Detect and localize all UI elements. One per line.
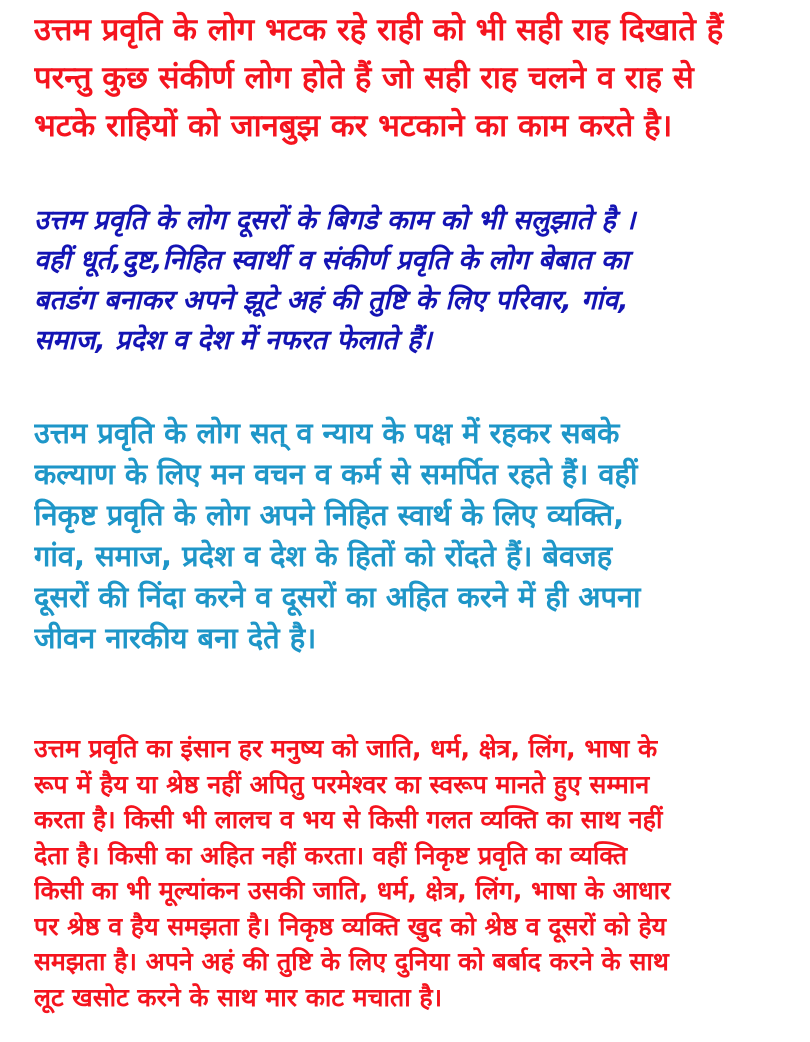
paragraph-3-line-4: गांव, समाज, प्रदेश व देश के हितों को रोंदते हैं। बेवजह xyxy=(34,539,613,573)
paragraph-2-line-3: बतडंग बनाकर अपने झूटे अहं की तुष्टि के लिए परिवार, गांव, xyxy=(34,285,629,316)
paragraph-4-line-6: पर श्रेष्ठ व हैय समझता है। निकृष्ठ व्यक्ति खुद को श्रेष्ठ व दूसरों को हेय xyxy=(34,911,667,941)
paragraph-4-line-7: समझता है। अपने अहं की तुष्टि के लिए दुनिया को बर्बाद करने के साथ xyxy=(34,947,669,976)
paragraph-2-line-2: वहीं धूर्त,दुष्ट,निहित स्वार्थी व संकीर्ण प्रवृति के लोग बेबात का xyxy=(34,245,629,276)
paragraph-4-line-1: उत्तम प्रवृति का इंसान हर मनुष्य को जाति, धर्म, क्षेत्र, लिंग, भाषा के xyxy=(34,734,658,763)
paragraph-2-line-1: उत्तम प्रवृति के लोग दूसरों के बिगडे काम को भी सलुझाते है । xyxy=(34,205,636,236)
paragraph-2 xyxy=(34,201,779,361)
paragraph-1 xyxy=(34,6,779,150)
paragraph-4-line-8: लूट खसोट करने के साथ मार काट मचाता है। xyxy=(34,982,443,1012)
paragraph-3-line-3: निकृष्ट प्रवृति के लोग अपने निहित स्वार्थ के लिए व्यक्ति, xyxy=(34,498,625,532)
paragraph-4-line-5: किसी का भी मूल्यांकन उसकी जाति, धर्म, क्षेत्र, लिंग, भाषा के आधार xyxy=(34,876,671,905)
paragraph-3-line-2: कल्याण के लिए मन वचन व कर्म से समर्पित रहते हैं। वहीं xyxy=(34,457,638,491)
paragraph-1-line-1: उत्तम प्रवृति के लोग भटक रहे राही को भी सही राह दिखाते हैं xyxy=(34,12,724,48)
paragraph-3-line-5: दूसरों की निंदा करने व दूसरों का अहित करने में ही अपना xyxy=(34,580,641,614)
paragraph-3-line-1: उत्तम प्रवृति के लोग सत् व न्याय के पक्ष में रहकर सबके xyxy=(34,416,620,450)
paragraph-4 xyxy=(34,731,779,1015)
paragraph-3-line-6: जीवन नारकीय बना देते है। xyxy=(34,621,317,655)
paragraph-4-line-3: करता है। किसी भी लालच व भय से किसी गलत व्यक्ति का साथ नहीं xyxy=(34,805,663,834)
paragraph-2-line-4: समाज, प्रदेश व देश में नफरत फेलाते हैं। xyxy=(34,325,432,356)
paragraph-1-line-3: भटके राहियों को जानबुझ कर भटकाने का काम करते है। xyxy=(34,108,673,144)
paragraph-4-line-2: रूप में हैय या श्रेष्ठ नहीं अपितु परमेश्वर का स्वरूप मानते हुए सम्मान xyxy=(34,769,650,799)
paragraph-4-line-4: देता है। किसी का अहित नहीं करता। वहीं निकृष्ट प्रवृति का व्यक्ति xyxy=(34,840,628,870)
paragraph-3 xyxy=(34,413,779,659)
paragraph-1-line-2: परन्तु कुछ संकीर्ण लोग होते हैं जो सही राह चलने व राह से xyxy=(34,60,694,96)
